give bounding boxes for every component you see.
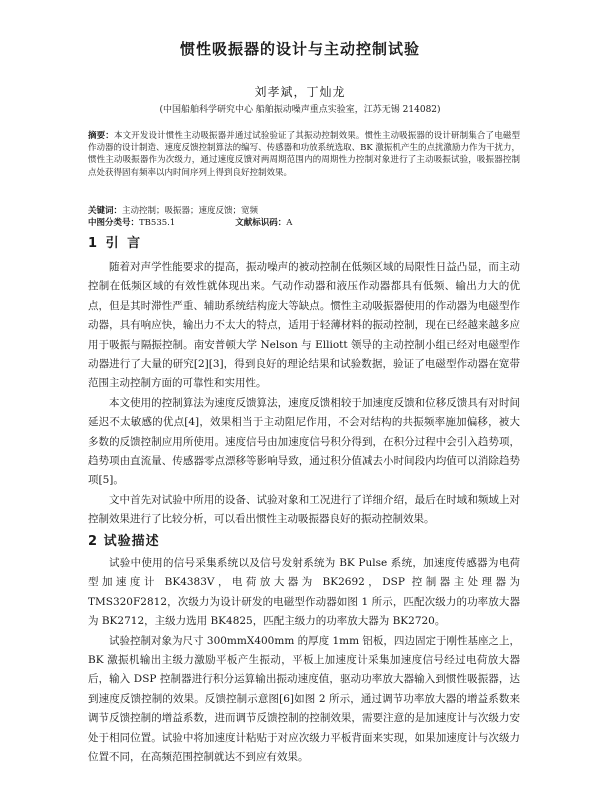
meta-block: [88, 205, 520, 229]
abstract: [88, 130, 520, 179]
keywords-line: [88, 205, 520, 217]
keywords-text: 主动控制；吸振器；速度反馈；宽频: [122, 206, 259, 216]
affiliation: (中国船舶科学研究中心 船舶振动噪声重点实验室，江苏无锡 214082): [159, 105, 441, 115]
clc-value: TB535.1: [139, 218, 176, 229]
keywords-label: 关键词：: [88, 206, 123, 216]
paragraph: 随着对声学性能要求的提高，振动噪声的被动控制在低频区域的局限性日益凸显，而主动控制在低频区域的有效性就体现出来。气动作动器和液压作动器都具有低频、输出力大的优点，但是其时滞性严重、辅助系统结构庞大等缺点。惯性主动吸振器使用的作动器为电磁型作动器，具有响应快，输出力不太大的特点，适用于轻薄材料的振动控制，现在已经越来越多应用于吸振与隔振控制。南安普顿大学 Nelson 与 Elliott 领导的主动控制小组已经对电磁型作动器进行了大量的研究[2][3]，得到良好的理论结果和试验数据，验证了电磁型作动器在宽带范围主动控制方面的可靠性和实用性。: [88, 261, 520, 390]
introduction-body: [88, 258, 520, 530]
paragraph: 文中首先对试验中所用的设备、试验对象和工况进行了详细介绍，最后在时域和频域上对控制效果进行了比较分析，可以看出惯性主动吸振器良好的振动控制效果。: [88, 493, 520, 526]
section-heading-experiment: 2 试验描述: [88, 534, 160, 549]
paper-title: 惯性吸振器的设计与主动控制试验: [179, 40, 420, 58]
paragraph: 本文使用的控制算法为速度反馈算法，速度反馈相较于加速度反馈和位移反馈具有对时间延迟不太敏感的优点[4]，效果相当于主动阻尼作用，不会对结构的共振频率施加偏移，被大多数的反馈控制应用所使用。速度信号由加速度信号积分得到，在积分过程中会引入趋势项，趋势项由直流量、传感器零点漂移等影响导致，通过积分值减去小时间段内均值可以消除趋势项[5]。: [88, 396, 520, 487]
author-list: 刘孝斌，丁灿龙: [254, 85, 346, 99]
abstract-text: 本文开发设计惯性主动吸振器并通过试验验证了其振动控制效果。惯性主动吸振器的设计研制集合了电磁型作动器的设计制造、速度反馈控制算法的编写、传感器和功放系统选取、BK 激振机产生的点扰激励力作为干扰力，惯性主动吸振器作为次级力，通过速度反馈对两周期范围内的周期性力控制对象进行了主动吸振试验，吸振器控制点处获得固有频率以内时间序列上得到良好控制效果。: [88, 131, 520, 178]
classification-line: [88, 217, 520, 229]
paragraph: 试验控制对象为尺寸 300mmX400mm 的厚度 1mm 铝板，四边固定于刚性基座之上，BK 激振机输出主级力激励平板产生振动，平板上加速度计采集加速度信号经过电荷放大器后，输入 DSP 控制器进行积分运算输出振动速度值，驱动功率放大器输入到惯性吸振器，达到速度反馈控制的效果。反馈控制示意图[6]如图 2 所示，通过调节功率放大器的增益系数来调节反馈控制的增益系数，进而调节反馈控制的控制效果，需要注意的是加速度计与次级力安处于相同位置。试验中将加速度计粘贴于对应次级力平板背面来实现，如果加速度计与次级力位置不同，在高频范围控制就达不到应有效果。: [88, 634, 520, 764]
clc-label: 中图分类号：: [88, 218, 140, 229]
abstract-label: 摘要：: [88, 131, 114, 141]
doc-code-value: A: [286, 218, 293, 229]
doc-code-label: 文献标识码：: [235, 218, 287, 229]
paragraph: 试验中使用的信号采集系统以及信号发射系统为 BK Pulse 系统，加速度传感器为电荷型加速度计 BK4383V，电荷放大器为 BK2692，DSP 控制器主处理器为 TMS320F2812，次级力为设计研发的电磁型作动器如图 1 所示，匹配次级力的功率放大器为 BK2712，主级力选用 BK4825，匹配主级力的功率放大器为 BK2720。: [88, 557, 520, 628]
section-heading-introduction: 1 引 言: [88, 236, 143, 251]
experiment-body: [88, 554, 520, 767]
